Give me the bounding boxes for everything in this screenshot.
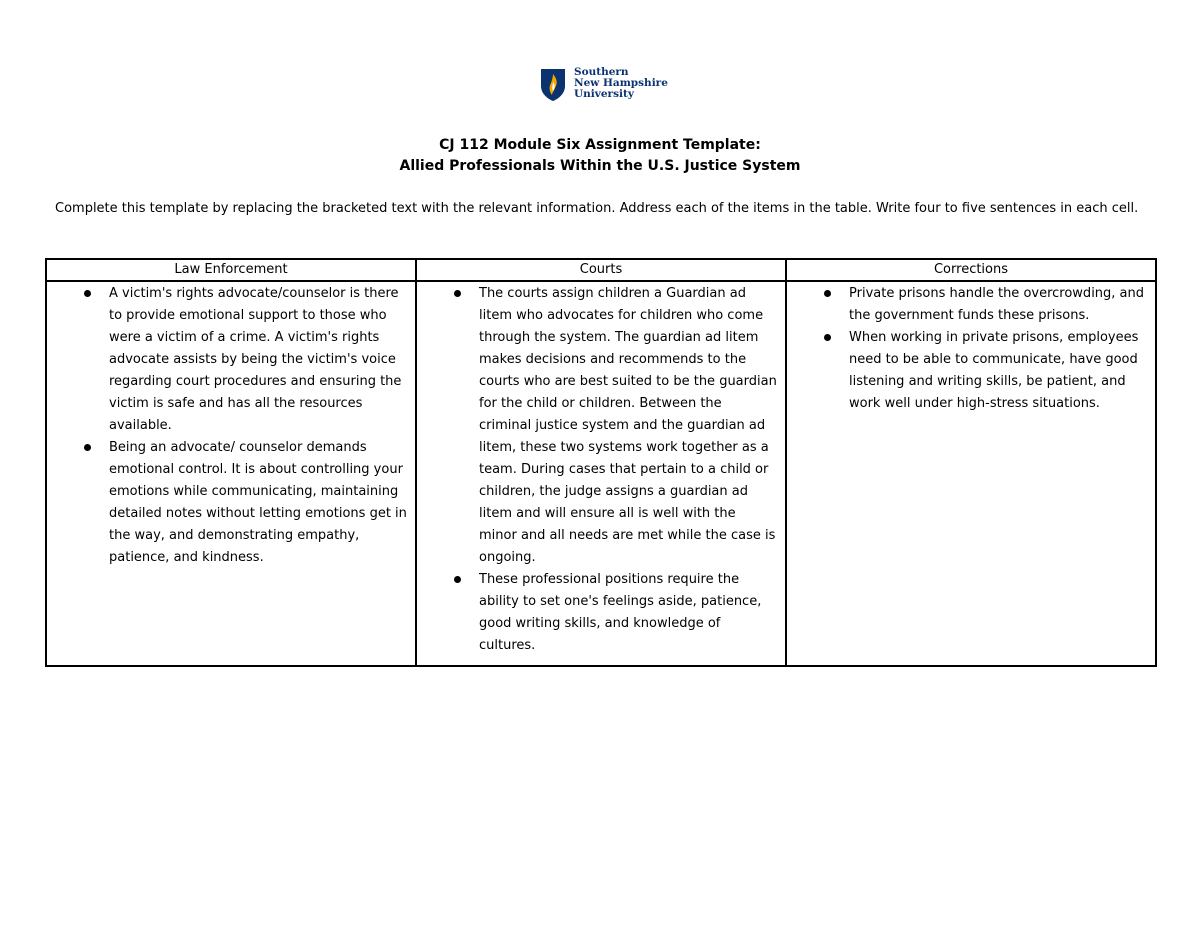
header-corrections: Corrections [786,259,1156,281]
logo-line-3: University [574,88,634,100]
cell-corrections [786,281,1156,666]
header-law-enforcement: Law Enforcement [46,259,416,281]
logo-wordmark [574,67,668,100]
title-line-2: Allied Professionals Within the U.S. Justice System [399,158,801,174]
list-item: Private prisons handle the overcrowding, and the government funds these prisons. [787,283,1147,327]
shield-flame-icon [540,68,566,102]
bullet-list [417,283,777,657]
instructions-paragraph: Complete this template by replacing the bracketed text with the relevant information. Address each of the items in the table. Write four to five sentences in each cell. [55,201,1139,216]
title-line-1: CJ 112 Module Six Assignment Template: [439,137,761,153]
cell-law-enforcement [46,281,416,666]
list-item: The courts assign children a Guardian ad litem who advocates for children who come through the system. The guardian ad litem makes decisions and recommends to the courts who are best suited to be the guardian for the child or children. Between the criminal justice system and the guardian ad litem, these two systems work together as a team. During cases that pertain to a child or children, the judge assigns a guardian ad litem and will ensure all is well with the minor and all needs are met while the case is ongoing. [417,283,777,569]
assignment-table [45,258,1157,667]
bullet-list [47,283,407,569]
table-row [46,281,1156,666]
logo-line-2: New Hampshire [574,77,668,89]
list-item: Being an advocate/ counselor demands emotional control. It is about controlling your emotions while communicating, maintaining detailed notes without letting emotions get in the way, and demonstrating empathy, patience, and kindness. [47,437,407,569]
table-header-row [46,259,1156,281]
bullet-list [787,283,1147,415]
logo-line-1: Southern [574,66,629,78]
list-item: When working in private prisons, employees need to be able to communicate, have good listening and writing skills, be patient, and work well under high-stress situations. [787,327,1147,415]
document-title [0,135,1200,177]
header-courts: Courts [416,259,786,281]
cell-courts [416,281,786,666]
list-item: A victim's rights advocate/counselor is there to provide emotional support to those who were a victim of a crime. A victim's rights advocate assists by being the victim's voice regarding court procedures and ensuring the victim is safe and has all the resources available. [47,283,407,437]
list-item: These professional positions require the ability to set one's feelings aside, patience, good writing skills, and knowledge of cultures. [417,569,777,657]
university-logo [540,68,668,102]
